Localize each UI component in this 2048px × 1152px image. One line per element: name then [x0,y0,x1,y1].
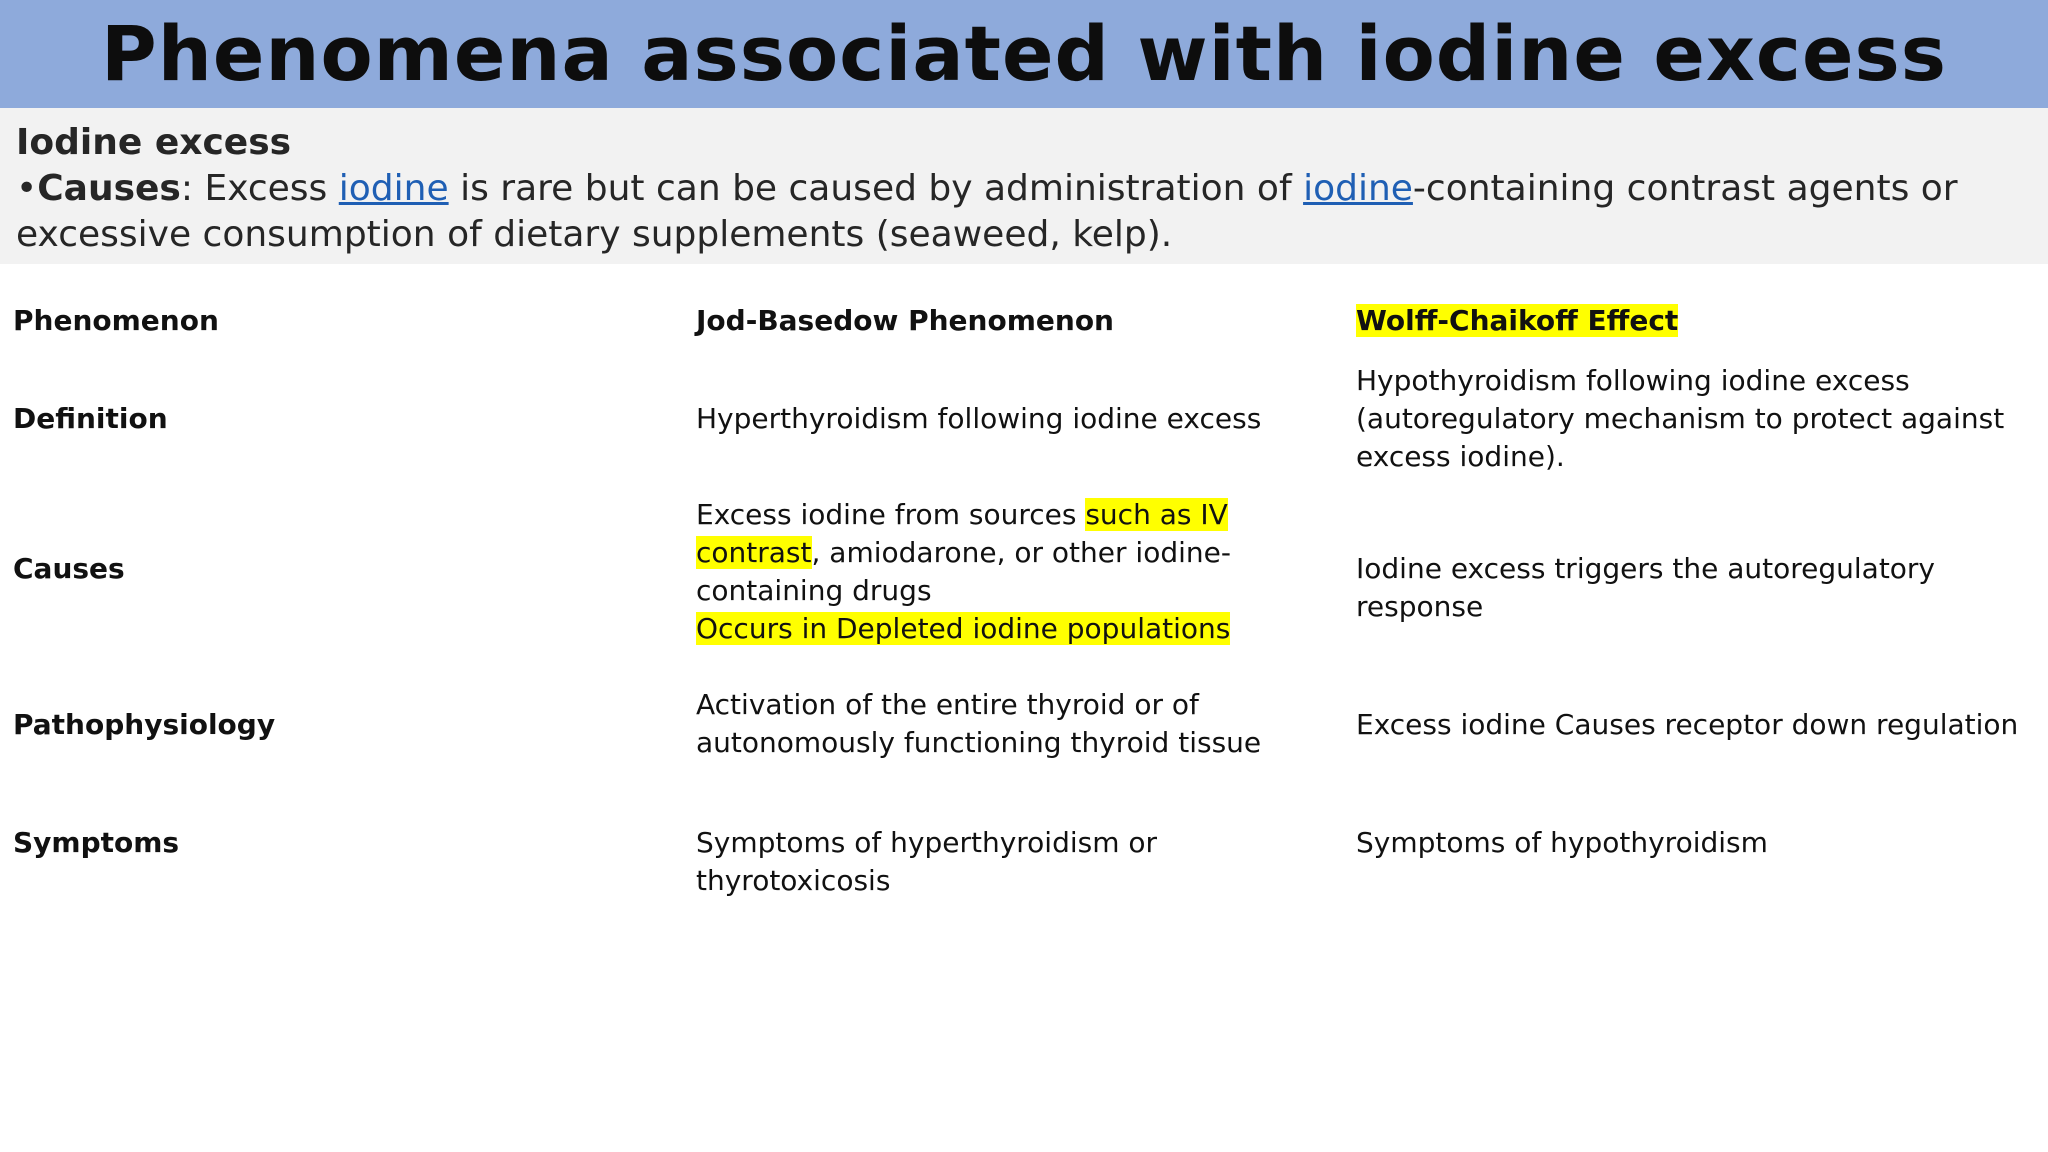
bullet: • [16,168,38,209]
colon: : [180,168,193,209]
causes-wolff: Iodine excess triggers the autoregulatory response [1356,552,1936,623]
definition-wolff: Hypothyroidism following iodine excess (autoregulatory mechanism to protect against excess iodine). [1356,364,2005,473]
intro-heading: Iodine excess [16,122,292,163]
title-bar [0,0,2048,108]
iodine-link[interactable]: iodine [338,168,449,209]
intro-text-3: -containing contrast agents or excessive consumption of dietary supplements (seaweed, kelp). [16,168,1958,255]
causes-jod-note-cell [696,610,1336,648]
iodine-link-2[interactable]: iodine [1303,168,1413,209]
pathophysiology-wolff: Excess iodine Causes receptor down regulation [1356,708,2019,741]
row-label-pathophysiology: Pathophysiology [13,708,276,741]
intro-text-2: is rare but can be caused by administration of [448,168,1304,209]
header-wolff-cell [1356,302,2036,340]
row-label-definition: Definition [13,402,168,435]
intro-box [0,108,2048,264]
intro-text-1: Excess [193,168,339,209]
causes-jod-note: Occurs in Depleted iodine populations [696,612,1231,645]
symptoms-jod: Symptoms of hyperthyroidism or thyrotoxicosis [696,826,1158,897]
causes-jod-part1: Excess iodine from sources [696,498,1086,531]
definition-jod: Hyperthyroidism following iodine excess [696,402,1262,435]
symptoms-wolff: Symptoms of hypothyroidism [1356,826,1768,859]
page-title: Phenomena associated with iodine excess [101,9,1947,98]
pathophysiology-jod: Activation of the entire thyroid or of autonomously functioning thyroid tissue [696,688,1262,759]
causes-label: Causes [37,168,181,209]
header-wolff-chaikoff: Wolff-Chaikoff Effect [1356,304,1679,337]
header-jod-basedow: Jod-Basedow Phenomenon [696,304,1114,337]
causes-jod-part2: , amiodarone, or other iodine-containing drugs [696,536,1231,607]
causes-jod-highlight: such as IV contrast [696,498,1228,569]
header-phenomenon: Phenomenon [13,304,219,337]
row-label-causes: Causes [13,552,125,585]
intro-causes-text [16,166,2032,258]
causes-jod [696,496,1336,610]
row-label-symptoms: Symptoms [13,826,180,859]
